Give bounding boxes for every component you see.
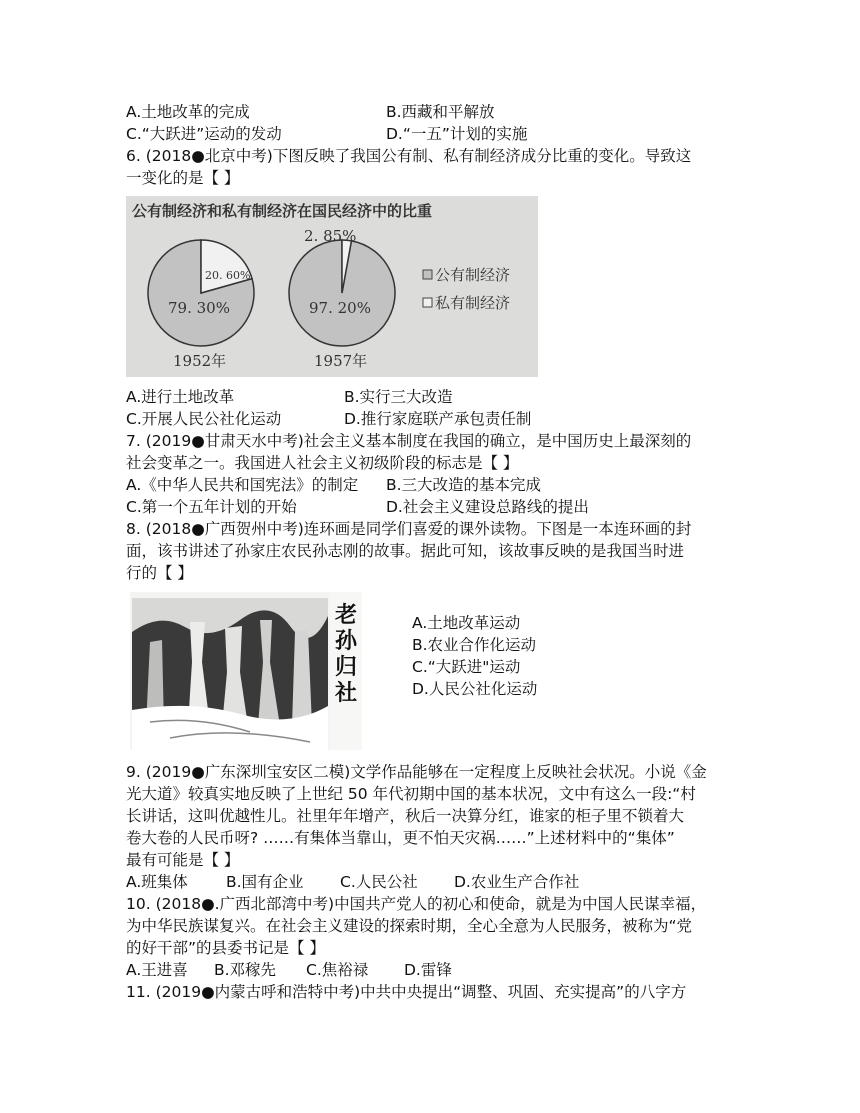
- q8-stem-line2: 面，该书讲述了孙家庄农民孙志刚的故事。据此可知，该故事反映的是我国当时进: [126, 542, 685, 560]
- q8-option-d: D.人民公社化运动: [412, 680, 538, 698]
- q8-option-c: C.“大跃进"运动: [412, 658, 521, 676]
- q7-stem-line1: 7. (2019●甘肃天水中考)社会主义基本制度在我国的确立，是中国历史上最深刻的: [126, 432, 692, 450]
- pie-year-label-2: 1957年: [314, 352, 368, 370]
- q5-option-b: B.西藏和平解放: [386, 103, 495, 121]
- q6-option-c: C.开展人民公社化运动: [126, 410, 282, 428]
- q8-option-b: B.农业合作化运动: [412, 636, 537, 654]
- pie-label-public-1: 79. 30%: [168, 299, 230, 317]
- cover-title-char-4: 社: [334, 680, 358, 706]
- q8-stem-line3: 行的【 】: [126, 564, 193, 582]
- q6-stem-line1: 6. (2018●北京中考)下图反映了我国公有制、私有制经济成分比重的变化。导致这: [126, 147, 692, 165]
- q6-stem-line2: 一变化的是【 】: [126, 169, 240, 187]
- q10-option-b: B.邓稼先: [214, 961, 277, 979]
- pie-chart: [126, 196, 538, 377]
- q6-option-d: D.推行家庭联产承包责任制: [344, 410, 532, 428]
- q7-option-a: A.《中华人民共和国宪法》的制定: [126, 476, 359, 494]
- q7-option-b: B.三大改造的基本完成: [386, 476, 542, 494]
- q8-option-a: A.土地改革运动: [412, 614, 521, 632]
- q6-option-a: A.进行土地改革: [126, 388, 235, 406]
- cover-title-char-2: 孙: [334, 628, 358, 654]
- q8-stem-line1: 8. (2018●广西贺州中考)连环画是同学们喜爱的课外读物。下图是一本连环画的封: [126, 520, 692, 538]
- q9-option-d: D.农业生产合作社: [454, 873, 580, 891]
- q11-stem-line1: 11. (2019●内蒙古呼和浩特中考)中共中央提出“调整、巩固、充实提高”的八字方: [126, 983, 687, 1001]
- pie-label-private-1: 20. 60%: [205, 269, 251, 282]
- q5-option-c: C.“大跃进”运动的发动: [126, 125, 282, 143]
- comic-cover-image: [130, 592, 362, 750]
- comic-cover-illustration: [130, 592, 362, 750]
- pie-label-private-2: 2. 85%: [304, 227, 357, 245]
- q9-stem-line2: 光大道》较真实地反映了上世纪 50 年代初期中国的基本状况，文中有这么一段:“村: [126, 785, 696, 803]
- q9-stem-line1: 9. (2019●广东深圳宝安区二模)文学作品能够在一定程度上反映社会状况。小说《金: [126, 763, 707, 781]
- legend-swatch-private: [423, 298, 432, 307]
- q9-stem-line5: 最有可能是【 】: [126, 851, 240, 869]
- q10-option-a: A.王进喜: [126, 961, 188, 979]
- q10-stem-line3: 的好干部”的县委书记是【 】: [126, 939, 325, 957]
- q10-option-c: C.焦裕禄: [306, 961, 369, 979]
- q5-option-d: D.“一五”计划的实施: [386, 125, 528, 143]
- q7-option-c: C.第一个五年计划的开始: [126, 498, 297, 516]
- q9-option-b: B.国有企业: [226, 873, 304, 891]
- pie-label-public-2: 97. 20%: [309, 299, 371, 317]
- q7-option-d: D.社会主义建设总路线的提出: [386, 498, 589, 516]
- q5-option-a: A.土地改革的完成: [126, 103, 250, 121]
- q10-stem-line1: 10. (2018●.广西北部湾中考)中国共产党人的初心和使命，就是为中国人民谋幸福，: [126, 895, 707, 913]
- q9-stem-line3: 长讲话，这叫优越性儿。社里年年增产，秋后一决算分红，谁家的柜子里不锁着大: [126, 807, 685, 825]
- pie-chart-figure: [126, 196, 538, 377]
- cover-title-char-3: 归: [334, 654, 358, 680]
- pie-year-label-1: 1952年: [173, 352, 227, 370]
- legend-label-private: 私有制经济: [435, 294, 511, 312]
- cover-title-char-1: 老: [334, 602, 358, 628]
- q7-stem-line2: 社会变革之一。我国进人社会主义初级阶段的标志是【 】: [126, 454, 519, 472]
- q6-option-b: B.实行三大改造: [344, 388, 453, 406]
- q9-stem-line4: 卷大卷的人民币呀? ……有集体当靠山，更不怕天灾祸……”上述材料中的“集体”: [126, 829, 675, 847]
- q9-option-c: C.人民公社: [340, 873, 418, 891]
- legend-label-public: 公有制经济: [435, 266, 511, 284]
- q10-stem-line2: 为中华民族谋复兴。在社会主义建设的探索时期，全心全意为人民服务，被称为“党: [126, 917, 693, 935]
- q10-option-d: D.雷锋: [404, 961, 452, 979]
- legend-swatch-public: [423, 270, 432, 279]
- q9-option-a: A.班集体: [126, 873, 188, 891]
- chart-title: 公有制经济和私有制经济在国民经济中的比重: [132, 202, 433, 220]
